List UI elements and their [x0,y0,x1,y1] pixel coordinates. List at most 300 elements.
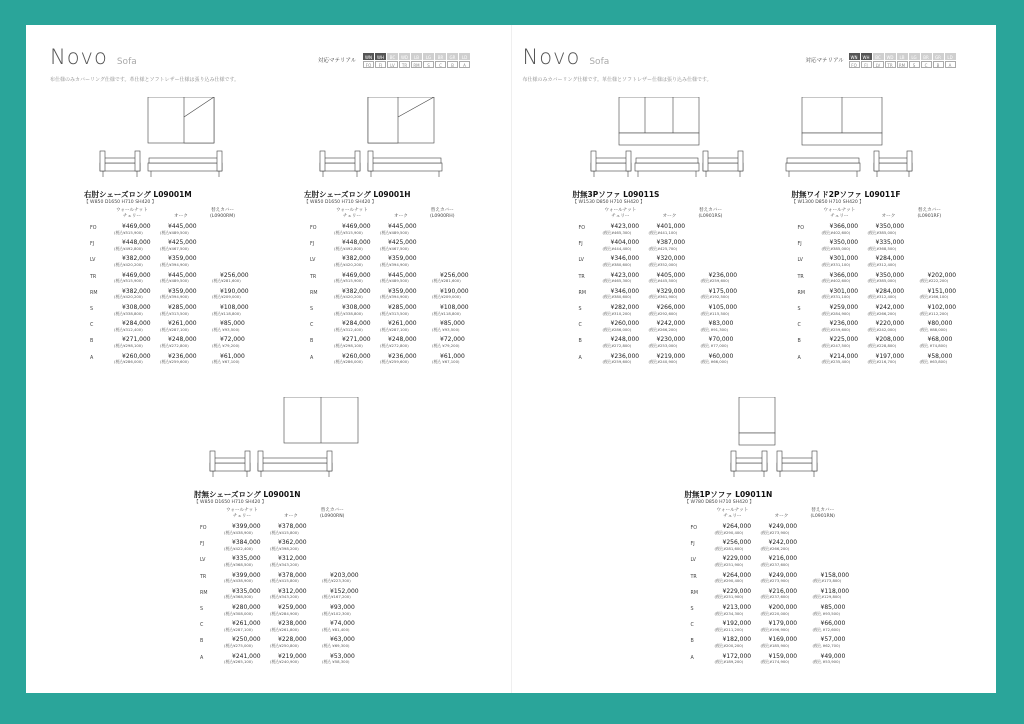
price-tax-included: (税込¥112,200) [919,310,949,316]
row-code: LV [690,558,696,564]
price-tax-included: (税込¥313,500) [380,310,409,316]
material-tag-wh: WH [375,53,386,60]
price-value: ¥280,000 [232,604,261,611]
price-value: ¥284,000 [122,320,151,328]
price-oak [868,289,905,300]
price-oak [160,224,197,235]
price-tax-included: (税込 ¥77,000) [700,342,728,348]
price-value: ¥249,000 [768,571,798,579]
price-tax-included: (税込¥308,000) [224,610,253,616]
price-tax-included: (税込¥281,600) [714,545,744,551]
material-tag-wn: WN [849,53,860,60]
price-cover [432,305,469,316]
price-value: ¥175,000 [708,287,738,295]
price-tax-included: (税込¥331,100) [821,294,851,300]
material-code-fj: FJ [861,61,872,68]
material-code-s: S [909,61,920,68]
price-oak [761,605,798,616]
price-walnut-cherry [822,321,859,332]
material-code-fo: FO [363,61,374,68]
price-value: ¥308,000 [122,304,151,311]
price-value: ¥179,000 [768,620,798,628]
price-tax-included: (税込¥284,900) [270,610,299,616]
price-oak [761,540,798,551]
price-value: ¥61,000 [440,352,465,360]
price-value: ¥236,000 [829,320,859,328]
price-tax-included: (税込¥240,900) [648,359,678,365]
price-oak [649,273,686,284]
price-value: ¥219,000 [278,652,307,660]
page-left [26,25,512,693]
price-value: ¥72,000 [220,336,245,344]
price-tax-included: (税込 ¥93,500) [432,326,460,332]
material-tag-wn: WN [363,53,374,60]
price-cover [813,654,846,665]
price-value: ¥248,000 [610,336,640,344]
price-cover [212,273,249,284]
price-value: ¥285,000 [388,304,417,311]
material-tag-wd: WD [886,55,894,60]
price-tax-included: (税込¥312,400) [114,326,143,332]
price-tax-included: (税込¥240,900) [270,659,299,665]
price-value: ¥256,000 [440,271,469,279]
price-walnut-cherry [224,524,261,535]
price-value: ¥49,000 [820,652,846,660]
price-walnut-cherry [224,621,261,632]
price-walnut-cherry [224,605,261,616]
price-cover [813,621,846,632]
material-code-b: B [933,61,944,68]
price-walnut-cherry [114,305,151,316]
price-oak [649,305,686,316]
price-tax-included: (税込¥261,800) [270,626,299,632]
price-value: ¥261,000 [168,320,197,328]
price-tax-included: (税込¥290,400) [714,578,744,584]
price-tax-included: (税込¥287,100) [224,626,253,632]
price-tax-included: (税込¥515,900) [334,278,363,284]
price-tax-included: (税込¥352,000) [648,261,678,267]
price-value: ¥216,000 [768,555,798,563]
price-value: ¥241,000 [232,652,261,660]
column-header-cover: 替えカバー (L0900RH) [430,208,455,219]
price-walnut-cherry [715,637,752,648]
price-tax-included: (税込 ¥79,200) [212,342,240,348]
price-tax-included: (税込¥115,500) [700,310,730,316]
price-value: ¥259,000 [278,604,307,611]
price-cover [212,337,245,348]
price-tax-included: (税込 ¥66,000) [700,359,728,365]
price-walnut-cherry [224,654,261,665]
price-oak [761,589,798,600]
price-value: ¥108,000 [440,304,469,311]
price-oak [380,321,417,332]
price-tax-included: (税込 ¥93,500) [812,610,840,616]
price-value: ¥192,000 [722,620,752,628]
price-value: ¥378,000 [278,571,307,579]
price-tax-included: (税込¥331,100) [821,261,851,267]
price-value: ¥469,000 [122,223,151,230]
price-value: ¥80,000 [927,320,953,328]
price-walnut-cherry [822,273,859,284]
price-value: ¥219,000 [656,352,686,360]
row-code: FJ [200,542,205,548]
price-value: ¥359,000 [168,287,197,295]
price-value: ¥236,000 [708,271,738,279]
price-value: ¥68,000 [927,336,953,344]
price-oak [761,654,798,665]
price-oak [160,289,197,300]
row-code: S [797,307,801,312]
price-value: ¥266,000 [656,304,686,311]
row-code: C [310,323,314,329]
row-code: FJ [690,542,695,548]
price-tax-included: (税込¥515,900) [114,278,143,284]
price-value: ¥236,000 [610,352,640,360]
price-value: ¥248,000 [168,336,197,344]
material-code-lv: LV [873,61,884,68]
price-oak [270,621,307,632]
product-title: 肘無ワイド2Pソファ L09011F [791,190,901,199]
price-cover [212,289,249,300]
brand-sub: Sofa [116,57,137,67]
price-tax-included: (税込 ¥93,500) [212,326,240,332]
price-value: ¥399,000 [232,523,261,530]
price-tax-included: (税込¥343,200) [270,561,299,567]
material-tag-lg: LG [423,53,434,60]
price-tax-included: (税込¥235,400) [821,359,851,365]
price-oak [160,273,197,284]
price-walnut-cherry [603,337,640,348]
price-value: ¥448,000 [342,239,371,247]
price-tax-included: (税込¥415,800) [270,578,299,584]
price-cover [701,305,738,316]
price-value: ¥208,000 [875,336,905,344]
product-dimensions: 【 W1530 D850 H710 SH420 】 [572,200,645,205]
row-code: C [578,323,582,329]
price-value: ¥190,000 [440,287,469,295]
material-code-rm: RM [411,61,422,68]
price-tax-included: (税込¥272,800) [380,342,409,348]
price-cover [322,605,355,616]
price-tax-included: (税込¥394,900) [380,294,409,300]
price-tax-included: (税込¥394,900) [160,261,189,267]
price-cover [212,321,245,332]
price-cover [432,289,469,300]
price-oak [380,224,417,235]
row-code: RM [90,290,98,296]
row-code: A [797,355,801,361]
price-walnut-cherry [334,305,371,316]
price-tax-included: (税込¥489,500) [380,278,409,284]
price-value: ¥102,000 [927,304,957,311]
price-tax-included: (税込¥286,000) [114,359,143,365]
price-tax-included: (税込¥281,600) [432,278,461,284]
row-code: B [200,639,204,645]
product-title: 肘無3Pソファ L09011S [572,190,660,199]
column-header-walnut-cherry: ウォールナット チェリー [336,208,368,219]
price-cover [920,289,957,300]
price-walnut-cherry [224,573,261,584]
price-tax-included: (税込¥489,500) [160,278,189,284]
price-cover [322,573,359,584]
row-code: RM [797,290,805,296]
price-walnut-cherry [715,573,752,584]
price-tax-included: (税込¥312,400) [867,294,897,300]
price-tax-included: (税込 ¥69,300) [322,642,350,648]
price-oak [160,337,197,348]
price-value: ¥228,000 [278,636,307,644]
price-value: ¥83,000 [708,320,734,328]
row-code: B [578,339,582,345]
row-code: FJ [578,242,583,248]
price-oak [649,224,686,235]
price-cover [432,337,465,348]
price-value: ¥261,000 [388,320,417,328]
price-tax-included: (税込 ¥74,800) [919,342,947,348]
price-walnut-cherry [822,256,859,267]
price-oak [270,605,307,616]
price-walnut-cherry [334,240,371,251]
price-walnut-cherry [224,556,261,567]
price-value: ¥158,000 [820,571,850,579]
price-walnut-cherry [114,289,151,300]
row-code: S [578,307,582,312]
price-oak [380,256,417,267]
price-walnut-cherry [822,337,859,348]
price-value: ¥214,000 [829,352,859,360]
price-cover [322,654,355,665]
price-value: ¥58,000 [927,352,953,360]
price-value: ¥285,000 [168,304,197,311]
price-walnut-cherry [224,589,261,600]
price-value: ¥378,000 [278,523,307,530]
price-walnut-cherry [114,354,151,365]
price-tax-included: (税込¥489,500) [160,229,189,235]
price-tax-included: (税込¥174,900) [760,659,790,665]
price-walnut-cherry [114,224,151,235]
row-code: B [310,339,314,345]
price-value: ¥329,000 [656,287,686,295]
price-walnut-cherry [715,524,752,535]
price-tax-included: (税込¥102,300) [322,610,351,616]
price-tax-included: (税込¥209,000) [212,294,241,300]
price-tax-included: (税込¥492,800) [334,245,363,251]
row-code: B [690,639,694,645]
price-tax-included: (税込¥380,600) [602,261,632,267]
price-tax-included: (税込¥173,800) [812,578,842,584]
price-walnut-cherry [715,589,752,600]
price-value: ¥425,000 [388,239,417,247]
price-value: ¥448,000 [122,239,151,247]
price-walnut-cherry [224,637,261,648]
price-tax-included: (税込¥298,100) [114,342,143,348]
price-cover [813,605,846,616]
price-tax-included: (税込¥338,800) [114,310,143,316]
price-oak [270,654,307,665]
price-value: ¥359,000 [168,255,197,263]
price-tax-included: (税込¥192,500) [700,294,730,300]
price-value: ¥301,000 [829,255,859,263]
price-walnut-cherry [334,289,371,300]
column-header-oak: オーク [774,514,789,519]
price-oak [649,354,686,365]
price-value: ¥230,000 [656,336,686,344]
price-value: ¥382,000 [342,255,371,263]
price-tax-included: (税込¥259,600) [380,359,409,365]
price-tax-included: (税込¥398,200) [270,545,299,551]
price-value: ¥382,000 [342,287,371,295]
material-code-a: A [945,61,956,68]
price-oak [761,637,798,648]
price-tax-included: (税込¥492,800) [114,245,143,251]
price-value: ¥200,000 [768,604,798,611]
price-walnut-cherry [822,240,859,251]
materials-label: 対応マテリアル [318,58,357,64]
price-value: ¥236,000 [388,352,417,360]
price-oak [380,305,417,316]
price-walnut-cherry [334,256,371,267]
row-code: TR [310,274,317,280]
row-code: S [90,307,94,312]
price-tax-included: (税込¥343,200) [270,594,299,600]
price-walnut-cherry [603,321,640,332]
price-oak [160,354,197,365]
row-code: C [797,323,801,329]
price-tax-included: (税込¥265,100) [224,659,253,665]
row-code: C [90,323,94,329]
price-tax-included: (税込¥292,600) [648,310,678,316]
price-value: ¥85,000 [220,320,245,328]
price-value: ¥312,000 [278,587,307,595]
price-value: ¥346,000 [610,255,640,263]
price-value: ¥70,000 [708,336,734,344]
row-code: FJ [90,242,95,248]
column-header-oak: オーク [881,214,896,219]
price-walnut-cherry [603,273,640,284]
row-code: TR [200,574,207,580]
price-tax-included: (税込¥310,200) [602,310,632,316]
row-code: TR [90,274,97,280]
column-header-oak: オーク [174,214,188,219]
price-tax-included: (税込¥222,200) [919,278,949,284]
price-oak [761,556,798,567]
row-code: S [690,607,694,612]
cover-notice: 布仕様のみカバーリング仕様です。革仕様とソフトレザー仕様は張り込み仕様です。 [50,77,240,83]
price-tax-included: (税込¥438,900) [224,529,253,535]
row-code: RM [200,590,208,596]
price-value: ¥242,000 [768,539,798,547]
price-value: ¥264,000 [722,523,752,530]
product-title: 肘無シェーズロング L09001N [194,490,301,499]
material-tag-ld: LD [459,53,470,60]
row-code: C [200,623,204,629]
price-oak [649,256,686,267]
materials-grid [363,53,470,68]
price-tax-included: (税込¥312,400) [867,261,897,267]
price-oak [380,354,417,365]
price-tax-included: (税込¥489,500) [380,229,409,235]
price-cover [920,337,953,348]
price-value: ¥366,000 [829,271,859,279]
price-walnut-cherry [603,289,640,300]
price-tax-included: (税込¥118,800) [212,310,241,316]
price-value: ¥312,000 [278,555,307,563]
price-value: ¥256,000 [220,271,249,279]
price-tax-included: (税込¥209,000) [432,294,461,300]
price-value: ¥359,000 [388,255,417,263]
price-walnut-cherry [715,605,752,616]
material-tag-ld: LD [945,53,956,60]
price-tax-included: (税込¥338,800) [334,310,363,316]
product-dimensions: 【 W850 D1650 H710 SH420 】 [304,200,377,205]
price-value: ¥236,000 [168,352,197,360]
price-tax-included: (税込¥467,500) [380,245,409,251]
material-code-tr: TR [399,61,410,68]
price-value: ¥242,000 [656,320,686,328]
price-value: ¥93,000 [330,604,355,611]
price-value: ¥260,000 [122,352,151,360]
price-value: ¥282,000 [610,304,640,311]
price-tax-included: (税込¥402,600) [821,278,851,284]
row-code: A [690,655,694,661]
price-tax-included: (税込¥284,900) [821,310,851,316]
price-cover [322,589,359,600]
price-cover [920,321,953,332]
price-walnut-cherry [334,273,371,284]
price-value: ¥320,000 [656,255,686,263]
material-tag-br: BR [435,53,446,60]
price-oak [868,224,905,235]
price-value: ¥248,000 [388,336,417,344]
row-code: FO [310,226,317,231]
price-value: ¥264,000 [722,571,752,579]
material-tag-lg: LG [909,53,920,60]
row-code: FO [578,226,586,231]
price-value: ¥72,000 [440,336,465,344]
price-tax-included: (税込¥234,300) [714,610,744,616]
material-tag-wd: WD [400,55,409,60]
price-tax-included: (税込¥237,600) [760,561,790,567]
material-code-b: B [447,61,458,68]
price-value: ¥229,000 [722,587,752,595]
price-value: ¥213,000 [722,604,752,611]
column-header-cover: 替えカバー (L0901RN) [810,508,835,519]
price-tax-included: (税込¥281,600) [212,278,241,284]
row-code: S [200,607,204,612]
material-tag-wh: WH [861,53,872,60]
material-code-fo: FO [849,61,860,68]
material-tag-gr: GR [933,53,944,60]
price-oak [868,273,905,284]
material-code-c: C [435,61,446,68]
price-tax-included: (税込¥216,700) [867,359,897,365]
price-value: ¥172,000 [722,652,752,660]
price-value: ¥350,000 [875,271,905,279]
price-tax-included: (税込¥420,200) [334,261,363,267]
price-walnut-cherry [114,256,151,267]
price-value: ¥60,000 [708,352,734,360]
price-walnut-cherry [114,321,151,332]
price-tax-included: (税込¥394,900) [380,261,409,267]
material-code-lv: LV [387,61,398,68]
price-oak [160,321,197,332]
price-tax-included: (税込¥273,900) [760,529,790,535]
price-value: ¥423,000 [610,271,640,279]
material-tag-gr: GR [447,53,458,60]
brand-name: Novo [522,45,581,69]
price-oak [761,573,798,584]
price-walnut-cherry [715,654,752,665]
